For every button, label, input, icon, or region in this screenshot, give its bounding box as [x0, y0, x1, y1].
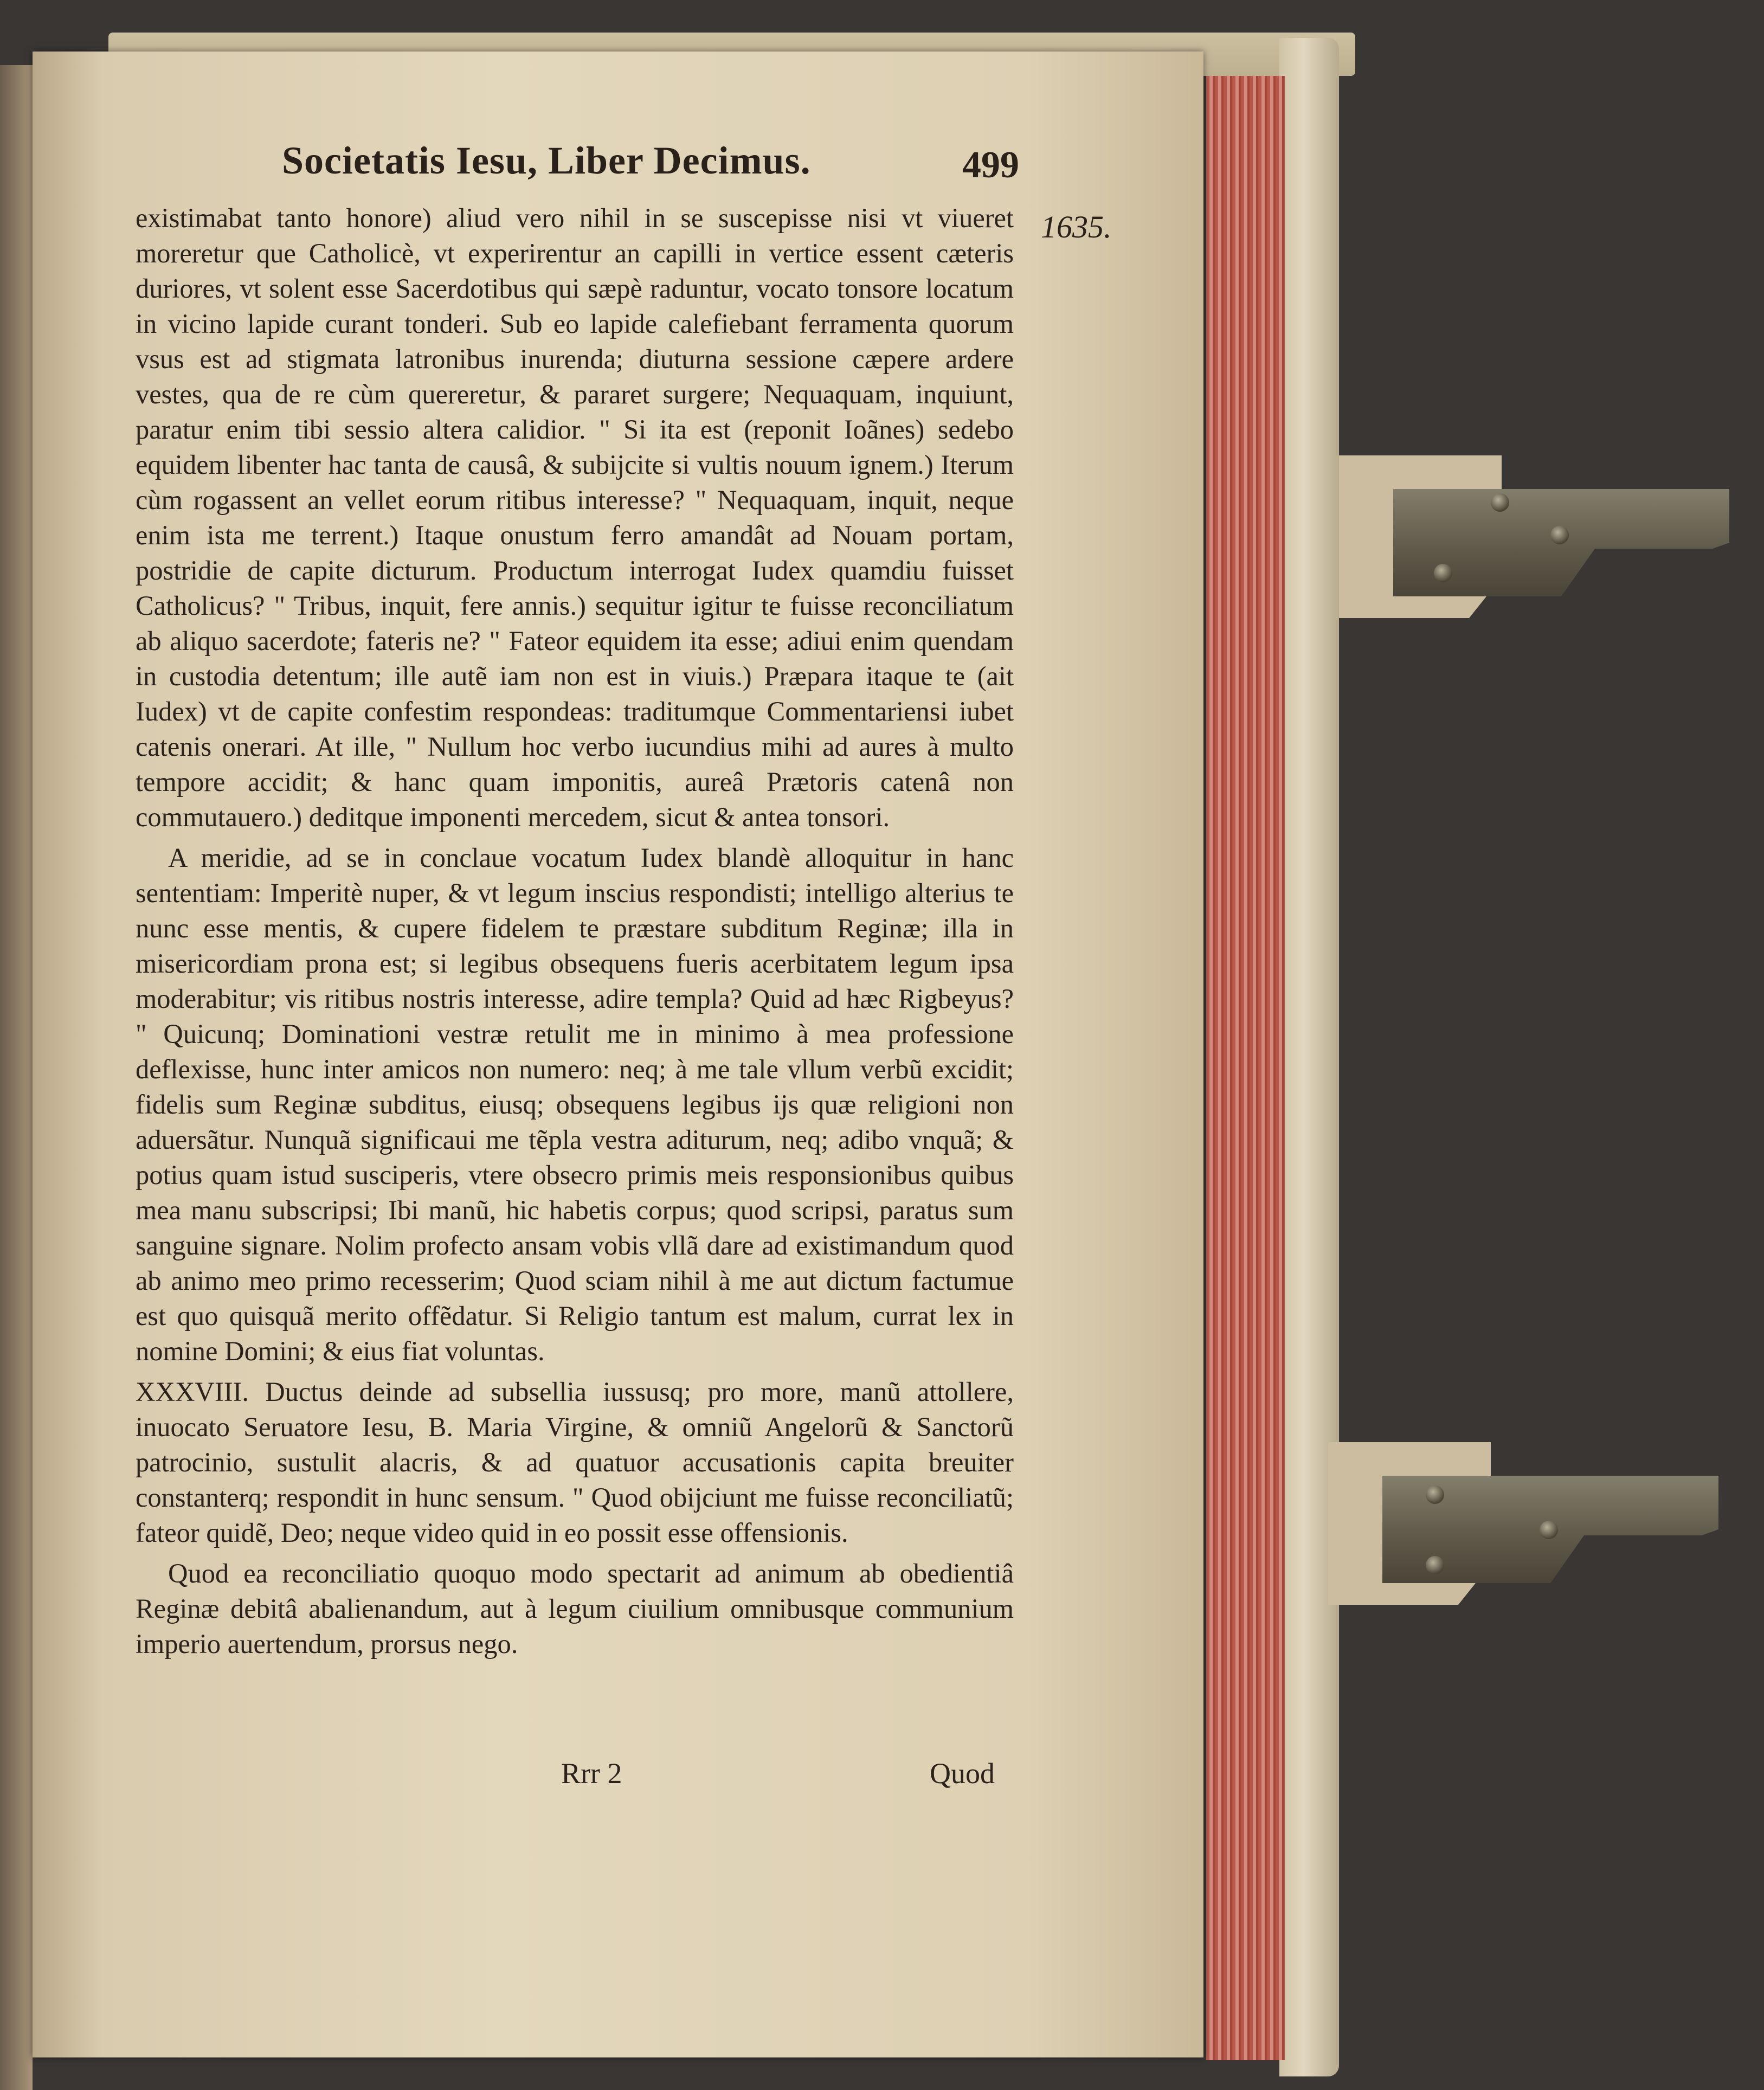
paragraph: XXXVIII. Ductus deinde ad subsellia iussusq; pro more, manũ attollere, inuocato Seruatore Iesu, B. Maria Virgine, & omniũ Angelorũ & Sanctorũ patrocinio, sustulit alacris, & ad quatuor accusationis capita breuiter constanterq; respondit in hunc sensum. " Quod obijciunt me fuisse reconciliatũ; fateor quidẽ, Deo; neque video quid in eo possit esse offensionis.	[136, 1377, 1014, 1548]
margin-note-year: 1635.	[1041, 209, 1112, 245]
paragraph: existimabat tanto honore) aliud vero nihil in se suscepisse nisi vt viueret moreretur que Catholicè, vt experirentur an capilli in vertice essent cæteris duriores, vt solent esse Sacerdotibus qui sæpè raduntur, vocato tonsore locatum in vicino lapide curant tonderi. Sub eo lapide calefiebant ferramenta quorum vsus est ad stigmata latronibus inurenda; diuturna sessione cæpere ardere vestes, qua de re cùm quereretur, & pararet surgere; Nequaquam, inquiunt, paratur enim tibi sessio altera calidior. " Si ita est (reponit Ioãnes) sedebo equidem libenter hac tanta de causâ, & subijcite si vultis nouum ignem.) Iterum cùm rogassent an vellet eorum ritibus interesse? " Nequaquam, inquit, neque enim ista me terrent.) Itaque onustum ferro amandât ad Nouam portam, postridie de capite dicturum. Productum interrogat Iudex quamdiu fuisset Catholicus? " Tribus, inquit, fere annis.) sequitur igitur te fuisse reconciliatum ab aliquo sacerdote; fateris ne? " Fateor equidem ita esse; adiui enim quendam in custodia detentum; ille autẽ iam non est in viuis.) Præpara itaque te (ait Iudex) vt de capite confestim respondeas: traditumque Commentariensi iubet catenis onerari. At ille, " Nullum hoc verbo iucundius mihi ad aures à multo tempore accidit; & hanc quam imponitis, aureâ Prætoris catenâ non commutauero.) deditque imponenti mercedem, sicut & antea tonsori.	[136, 203, 1014, 832]
paragraph: A meridie, ad se in conclaue vocatum Iudex blandè alloquitur in hanc sententiam: Imperitè nuper, & vt legum inscius respondisti; intelligo alterius te nunc esse mentis, & cupere fidelem te præstare subditum Reginæ; illa in misericordiam prona est; si legibus obsequens fueris acerbitatem legum ipsa moderabitur; vis ritibus nostris interesse, adire templa? Quid ad hæc Rigbeyus? " Quicunq; Dominationi vestræ retulit me in minimo à mea professione deflexisse, hunc inter amicos non numero: neq; à me tale vllum verbũ excidit; fidelis sum Reginæ subditus, eiusq; obsequens legibus ijs quæ religioni non aduersãtur. Nunquã significaui me tẽpla vestra aditurum, neq; adibo vnquã; & potius quam istud susciperis, vtere obsecro primis meis responsionibus quibus mea manu subscripsi; Ibi manũ, hic habetis corpus; quod scripsi, paratus sum sanguine signare. Nolim profecto ansam vobis vllã dare ad existimandum quod ab animo meo primo recesserim; Quod sciam nihil à me aut dictum factumue est quo quisquã merito offẽdatur. Si Religio tantum est malum, currat lex in nomine Domini; & eius fiat voluntas.	[136, 843, 1014, 1366]
rivet-icon	[1434, 564, 1452, 582]
lower-clasp	[1328, 1442, 1729, 1605]
back-cover-board	[1279, 38, 1339, 2076]
rivet-icon	[1491, 493, 1509, 512]
signature-mark: Rrr 2	[561, 1757, 622, 1790]
red-fore-edge	[1206, 76, 1285, 2060]
running-head: Societatis Iesu, Liber Decimus.	[282, 139, 811, 182]
catchword: Quod	[930, 1757, 995, 1790]
upper-clasp	[1339, 455, 1740, 618]
rivet-icon	[1426, 1556, 1444, 1574]
main-text-block	[136, 201, 1014, 1662]
paragraph: Quod ea reconciliatio quoquo modo spectarit ad animum ab obedientiâ Reginæ debitâ abalienandum, aut à legum ciuilium omnibusque communium imperio auertendum, prorsus nego.	[136, 1558, 1014, 1659]
rivet-icon	[1550, 526, 1569, 544]
facing-page-edge	[0, 65, 33, 2090]
page-number: 499	[962, 144, 1019, 186]
rivet-icon	[1540, 1521, 1558, 1539]
rivet-icon	[1426, 1485, 1444, 1504]
